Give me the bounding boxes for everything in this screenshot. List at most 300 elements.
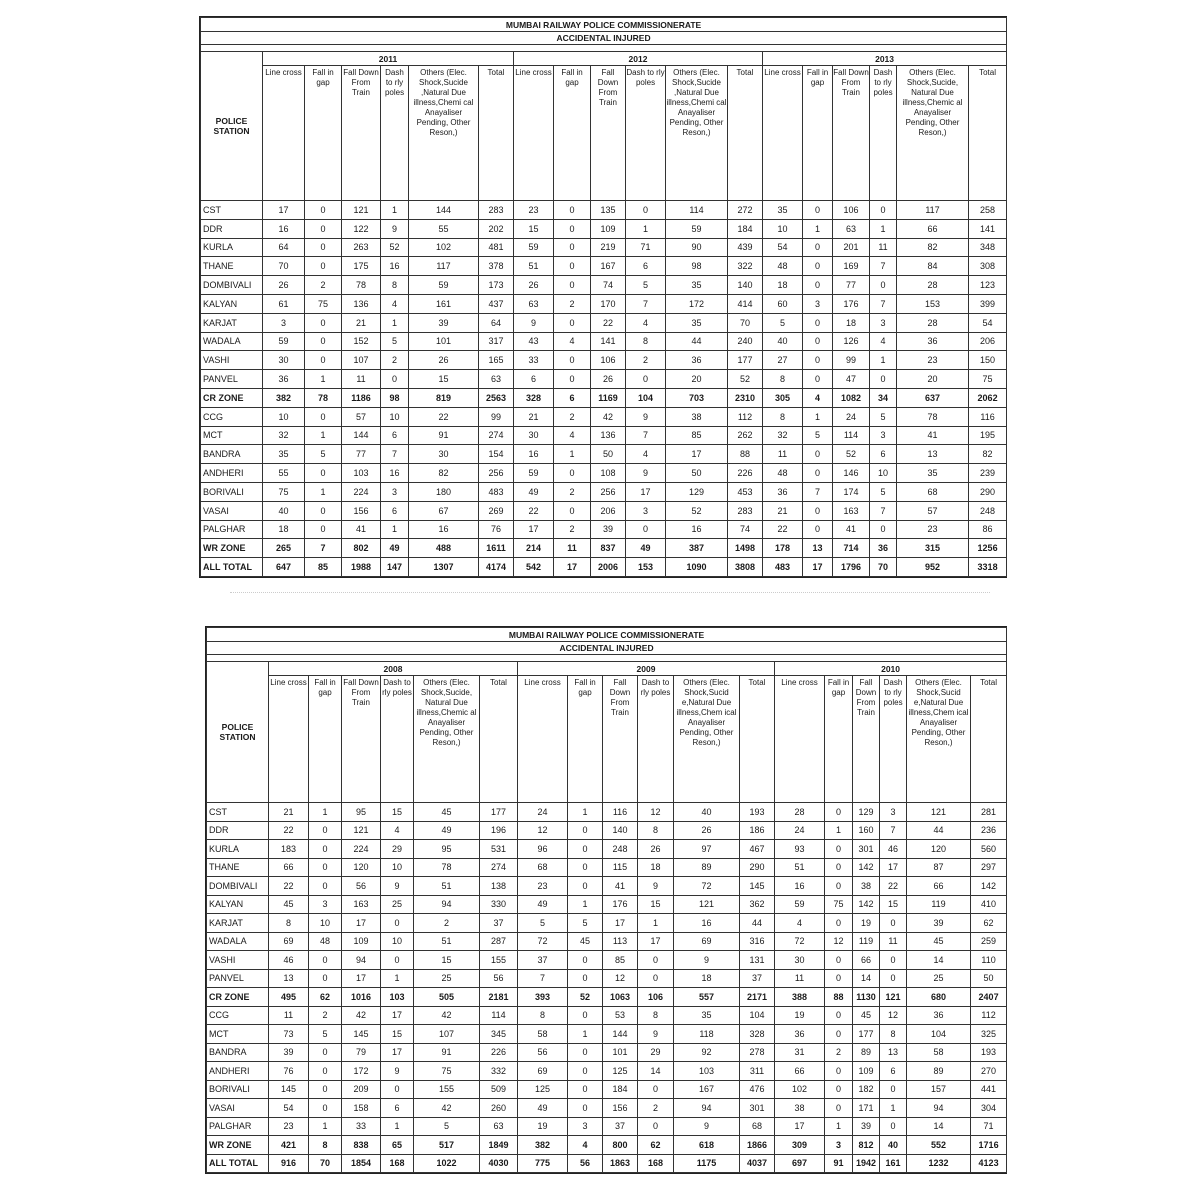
value-cell: 54 bbox=[269, 1099, 309, 1118]
value-cell: 1796 bbox=[833, 558, 870, 577]
value-cell: 37 bbox=[603, 1117, 638, 1136]
station-row bbox=[201, 257, 1007, 276]
value-cell: 348 bbox=[969, 238, 1007, 257]
value-cell: 224 bbox=[342, 840, 381, 859]
value-cell: 13 bbox=[897, 445, 969, 464]
value-cell: 1942 bbox=[853, 1154, 880, 1173]
value-cell: 214 bbox=[514, 539, 554, 558]
value-cell: 23 bbox=[518, 877, 568, 896]
value-cell: 2407 bbox=[971, 988, 1007, 1007]
value-cell: 42 bbox=[342, 1006, 381, 1025]
value-cell: 0 bbox=[568, 969, 603, 988]
value-cell: 0 bbox=[803, 238, 833, 257]
value-cell: 0 bbox=[309, 877, 342, 896]
station-row bbox=[207, 840, 1007, 859]
value-cell: 16 bbox=[674, 914, 740, 933]
value-cell: 0 bbox=[803, 201, 833, 220]
column-header: Line cross bbox=[763, 66, 803, 201]
column-header: Fall Down From Train bbox=[853, 676, 880, 803]
value-cell: 62 bbox=[638, 1136, 674, 1155]
value-cell: 21 bbox=[342, 313, 381, 332]
column-header: Others (Elec. Shock,Sucid e,Natural Due illness,Chem ical Anayaliser Pending, Other Reson,) bbox=[674, 676, 740, 803]
value-cell: 75 bbox=[969, 370, 1007, 389]
value-cell: 184 bbox=[728, 219, 763, 238]
value-cell: 161 bbox=[409, 294, 479, 313]
value-cell: 68 bbox=[518, 858, 568, 877]
value-cell: 8 bbox=[518, 1006, 568, 1025]
value-cell: 44 bbox=[907, 821, 971, 840]
value-cell: 12 bbox=[880, 1006, 907, 1025]
value-cell: 121 bbox=[342, 821, 381, 840]
value-cell: 328 bbox=[514, 388, 554, 407]
column-header: Total bbox=[969, 66, 1007, 201]
value-cell: 7 bbox=[305, 539, 342, 558]
value-cell: 94 bbox=[907, 1099, 971, 1118]
column-header: Fall in gap bbox=[554, 66, 591, 201]
value-cell: 106 bbox=[833, 201, 870, 220]
value-cell: 8 bbox=[880, 1025, 907, 1044]
table-subtitle: ACCIDENTAL INJURED bbox=[207, 642, 1007, 655]
value-cell: 193 bbox=[971, 1043, 1007, 1062]
value-cell: 26 bbox=[409, 351, 479, 370]
value-cell: 6 bbox=[514, 370, 554, 389]
value-cell: 156 bbox=[342, 501, 381, 520]
value-cell: 44 bbox=[666, 332, 728, 351]
value-cell: 95 bbox=[414, 840, 480, 859]
value-cell: 167 bbox=[674, 1080, 740, 1099]
value-cell: 3 bbox=[263, 313, 305, 332]
value-cell: 70 bbox=[263, 257, 305, 276]
value-cell: 1130 bbox=[853, 988, 880, 1007]
column-header: Line cross bbox=[518, 676, 568, 803]
value-cell: 1 bbox=[626, 219, 666, 238]
value-cell: 76 bbox=[269, 1062, 309, 1081]
value-cell: 169 bbox=[833, 257, 870, 276]
value-cell: 301 bbox=[740, 1099, 775, 1118]
value-cell: 16 bbox=[263, 219, 305, 238]
value-cell: 0 bbox=[803, 464, 833, 483]
value-cell: 1 bbox=[554, 445, 591, 464]
value-cell: 308 bbox=[969, 257, 1007, 276]
value-cell: 66 bbox=[897, 219, 969, 238]
value-cell: 1 bbox=[870, 219, 897, 238]
value-cell: 2171 bbox=[740, 988, 775, 1007]
value-cell: 114 bbox=[666, 201, 728, 220]
value-cell: 36 bbox=[897, 332, 969, 351]
value-cell: 0 bbox=[803, 276, 833, 295]
value-cell: 17 bbox=[626, 482, 666, 501]
value-cell: 3 bbox=[825, 1136, 853, 1155]
column-header: Fall in gap bbox=[309, 676, 342, 803]
station-row bbox=[201, 219, 1007, 238]
value-cell: 441 bbox=[971, 1080, 1007, 1099]
station-row bbox=[207, 1043, 1007, 1062]
value-cell: 0 bbox=[803, 370, 833, 389]
value-cell: 59 bbox=[409, 276, 479, 295]
value-cell: 0 bbox=[554, 257, 591, 276]
value-cell: 35 bbox=[674, 1006, 740, 1025]
value-cell: 140 bbox=[603, 821, 638, 840]
value-cell: 467 bbox=[740, 840, 775, 859]
value-cell: 28 bbox=[775, 803, 825, 822]
value-cell: 56 bbox=[518, 1043, 568, 1062]
value-cell: 4 bbox=[381, 821, 414, 840]
value-cell: 325 bbox=[971, 1025, 1007, 1044]
value-cell: 3 bbox=[568, 1117, 603, 1136]
value-cell: 53 bbox=[603, 1006, 638, 1025]
value-cell: 5 bbox=[870, 407, 897, 426]
value-cell: 40 bbox=[263, 501, 305, 520]
value-cell: 297 bbox=[971, 858, 1007, 877]
value-cell: 0 bbox=[638, 951, 674, 970]
value-cell: 50 bbox=[971, 969, 1007, 988]
value-cell: 2 bbox=[554, 407, 591, 426]
value-cell: 8 bbox=[309, 1136, 342, 1155]
value-cell: 10 bbox=[309, 914, 342, 933]
injured-table-2008-2010 bbox=[205, 626, 1007, 1174]
value-cell: 32 bbox=[263, 426, 305, 445]
value-cell: 618 bbox=[674, 1136, 740, 1155]
value-cell: 35 bbox=[897, 464, 969, 483]
value-cell: 328 bbox=[740, 1025, 775, 1044]
value-cell: 4 bbox=[381, 294, 409, 313]
value-cell: 15 bbox=[514, 219, 554, 238]
station-row bbox=[207, 914, 1007, 933]
value-cell: 0 bbox=[825, 951, 853, 970]
value-cell: 121 bbox=[907, 803, 971, 822]
station-name: DOMBIVALI bbox=[201, 276, 263, 295]
value-cell: 22 bbox=[591, 313, 626, 332]
value-cell: 0 bbox=[309, 1043, 342, 1062]
value-cell: 1 bbox=[803, 219, 833, 238]
value-cell: 0 bbox=[568, 877, 603, 896]
value-cell: 121 bbox=[342, 201, 381, 220]
year-header: 2010 bbox=[775, 662, 1007, 676]
value-cell: 177 bbox=[480, 803, 518, 822]
value-cell: 120 bbox=[907, 840, 971, 859]
value-cell: 89 bbox=[853, 1043, 880, 1062]
column-header: Fall in gap bbox=[825, 676, 853, 803]
value-cell: 17 bbox=[803, 558, 833, 577]
value-cell: 141 bbox=[969, 219, 1007, 238]
value-cell: 40 bbox=[880, 1136, 907, 1155]
value-cell: 18 bbox=[763, 276, 803, 295]
value-cell: 0 bbox=[305, 257, 342, 276]
column-header: Dash to rly poles bbox=[870, 66, 897, 201]
value-cell: 0 bbox=[825, 1099, 853, 1118]
value-cell: 168 bbox=[638, 1154, 674, 1173]
value-cell: 102 bbox=[409, 238, 479, 257]
value-cell: 73 bbox=[269, 1025, 309, 1044]
value-cell: 116 bbox=[969, 407, 1007, 426]
value-cell: 2062 bbox=[969, 388, 1007, 407]
value-cell: 283 bbox=[479, 201, 514, 220]
station-name: DDR bbox=[201, 219, 263, 238]
value-cell: 45 bbox=[853, 1006, 880, 1025]
value-cell: 85 bbox=[305, 558, 342, 577]
value-cell: 5 bbox=[763, 313, 803, 332]
value-cell: 40 bbox=[674, 803, 740, 822]
value-cell: 99 bbox=[479, 407, 514, 426]
value-cell: 178 bbox=[763, 539, 803, 558]
value-cell: 48 bbox=[309, 932, 342, 951]
station-name: KURLA bbox=[201, 238, 263, 257]
value-cell: 125 bbox=[518, 1080, 568, 1099]
value-cell: 108 bbox=[591, 464, 626, 483]
value-cell: 819 bbox=[409, 388, 479, 407]
value-cell: 1 bbox=[638, 914, 674, 933]
value-cell: 309 bbox=[775, 1136, 825, 1155]
value-cell: 155 bbox=[414, 1080, 480, 1099]
value-cell: 0 bbox=[305, 238, 342, 257]
value-cell: 129 bbox=[666, 482, 728, 501]
value-cell: 393 bbox=[518, 988, 568, 1007]
value-cell: 160 bbox=[853, 821, 880, 840]
station-name: CCG bbox=[207, 1006, 269, 1025]
value-cell: 3 bbox=[870, 426, 897, 445]
station-name: CST bbox=[201, 201, 263, 220]
value-cell: 7 bbox=[870, 501, 897, 520]
value-cell: 70 bbox=[728, 313, 763, 332]
value-cell: 78 bbox=[305, 388, 342, 407]
column-header: Total bbox=[480, 676, 518, 803]
value-cell: 4030 bbox=[480, 1154, 518, 1173]
value-cell: 91 bbox=[825, 1154, 853, 1173]
value-cell: 59 bbox=[263, 332, 305, 351]
value-cell: 18 bbox=[638, 858, 674, 877]
value-cell: 7 bbox=[381, 445, 409, 464]
value-cell: 94 bbox=[414, 895, 480, 914]
value-cell: 17 bbox=[381, 1043, 414, 1062]
station-row bbox=[201, 294, 1007, 313]
police-station-header: POLICE STATION bbox=[207, 662, 269, 803]
value-cell: 113 bbox=[603, 932, 638, 951]
value-cell: 1 bbox=[880, 1099, 907, 1118]
value-cell: 21 bbox=[514, 407, 554, 426]
value-cell: 202 bbox=[479, 219, 514, 238]
station-name: PALGHAR bbox=[207, 1117, 269, 1136]
value-cell: 11 bbox=[870, 238, 897, 257]
station-name: DOMBIVALI bbox=[207, 877, 269, 896]
station-name: ANDHERI bbox=[201, 464, 263, 483]
value-cell: 10 bbox=[381, 858, 414, 877]
value-cell: 114 bbox=[480, 1006, 518, 1025]
value-cell: 1 bbox=[381, 1117, 414, 1136]
value-cell: 305 bbox=[763, 388, 803, 407]
value-cell: 0 bbox=[870, 201, 897, 220]
value-cell: 0 bbox=[568, 1062, 603, 1081]
value-cell: 2 bbox=[638, 1099, 674, 1118]
value-cell: 23 bbox=[897, 351, 969, 370]
value-cell: 5 bbox=[309, 1025, 342, 1044]
value-cell: 0 bbox=[381, 370, 409, 389]
value-cell: 2 bbox=[414, 914, 480, 933]
value-cell: 9 bbox=[674, 1117, 740, 1136]
value-cell: 65 bbox=[381, 1136, 414, 1155]
value-cell: 86 bbox=[969, 520, 1007, 539]
value-cell: 1 bbox=[309, 1117, 342, 1136]
value-cell: 17 bbox=[775, 1117, 825, 1136]
value-cell: 800 bbox=[603, 1136, 638, 1155]
value-cell: 22 bbox=[409, 407, 479, 426]
value-cell: 1232 bbox=[907, 1154, 971, 1173]
value-cell: 163 bbox=[342, 895, 381, 914]
value-cell: 5 bbox=[870, 482, 897, 501]
value-cell: 5 bbox=[568, 914, 603, 933]
value-cell: 129 bbox=[853, 803, 880, 822]
value-cell: 136 bbox=[591, 426, 626, 445]
value-cell: 9 bbox=[626, 464, 666, 483]
value-cell: 102 bbox=[775, 1080, 825, 1099]
value-cell: 17 bbox=[342, 914, 381, 933]
value-cell: 69 bbox=[518, 1062, 568, 1081]
value-cell: 495 bbox=[269, 988, 309, 1007]
value-cell: 9 bbox=[514, 313, 554, 332]
value-cell: 36 bbox=[763, 482, 803, 501]
value-cell: 7 bbox=[803, 482, 833, 501]
value-cell: 121 bbox=[674, 895, 740, 914]
value-cell: 703 bbox=[666, 388, 728, 407]
value-cell: 107 bbox=[342, 351, 381, 370]
value-cell: 91 bbox=[409, 426, 479, 445]
value-cell: 46 bbox=[269, 951, 309, 970]
value-cell: 22 bbox=[514, 501, 554, 520]
value-cell: 2 bbox=[554, 482, 591, 501]
value-cell: 26 bbox=[674, 821, 740, 840]
value-cell: 256 bbox=[479, 464, 514, 483]
value-cell: 1 bbox=[803, 407, 833, 426]
value-cell: 1 bbox=[825, 1117, 853, 1136]
value-cell: 43 bbox=[514, 332, 554, 351]
value-cell: 49 bbox=[381, 539, 409, 558]
value-cell: 3 bbox=[870, 313, 897, 332]
value-cell: 2 bbox=[305, 276, 342, 295]
value-cell: 54 bbox=[763, 238, 803, 257]
value-cell: 150 bbox=[969, 351, 1007, 370]
value-cell: 109 bbox=[853, 1062, 880, 1081]
value-cell: 7 bbox=[518, 969, 568, 988]
value-cell: 256 bbox=[591, 482, 626, 501]
value-cell: 98 bbox=[666, 257, 728, 276]
value-cell: 21 bbox=[269, 803, 309, 822]
value-cell: 3 bbox=[803, 294, 833, 313]
value-cell: 51 bbox=[514, 257, 554, 276]
value-cell: 51 bbox=[414, 877, 480, 896]
value-cell: 0 bbox=[568, 858, 603, 877]
value-cell: 304 bbox=[971, 1099, 1007, 1118]
value-cell: 262 bbox=[728, 426, 763, 445]
value-cell: 378 bbox=[479, 257, 514, 276]
value-cell: 6 bbox=[381, 426, 409, 445]
value-cell: 0 bbox=[626, 201, 666, 220]
value-cell: 12 bbox=[603, 969, 638, 988]
value-cell: 14 bbox=[853, 969, 880, 988]
value-cell: 0 bbox=[880, 1080, 907, 1099]
value-cell: 11 bbox=[763, 445, 803, 464]
value-cell: 35 bbox=[763, 201, 803, 220]
station-row bbox=[201, 351, 1007, 370]
value-cell: 42 bbox=[591, 407, 626, 426]
station-row bbox=[207, 1080, 1007, 1099]
year-header: 2009 bbox=[518, 662, 775, 676]
station-name: VASHI bbox=[207, 951, 269, 970]
value-cell: 62 bbox=[971, 914, 1007, 933]
value-cell: 75 bbox=[414, 1062, 480, 1081]
value-cell: 99 bbox=[833, 351, 870, 370]
value-cell: 37 bbox=[740, 969, 775, 988]
value-cell: 126 bbox=[833, 332, 870, 351]
value-cell: 5 bbox=[626, 276, 666, 295]
value-cell: 85 bbox=[666, 426, 728, 445]
value-cell: 7 bbox=[870, 257, 897, 276]
value-cell: 0 bbox=[305, 501, 342, 520]
value-cell: 226 bbox=[480, 1043, 518, 1062]
column-header: Others (Elec. Shock,Sucide, Natural Due illness,Chemic al Anayaliser Pending, Other Reson,) bbox=[897, 66, 969, 201]
scan-divider bbox=[230, 592, 990, 594]
value-cell: 74 bbox=[591, 276, 626, 295]
value-cell: 260 bbox=[480, 1099, 518, 1118]
value-cell: 22 bbox=[269, 877, 309, 896]
value-cell: 287 bbox=[480, 932, 518, 951]
table-title: MUMBAI RAILWAY POLICE COMMISSIONERATE bbox=[207, 628, 1007, 642]
value-cell: 8 bbox=[626, 332, 666, 351]
value-cell: 239 bbox=[969, 464, 1007, 483]
value-cell: 67 bbox=[409, 501, 479, 520]
value-cell: 1 bbox=[305, 482, 342, 501]
data-table bbox=[206, 627, 1007, 1173]
value-cell: 17 bbox=[666, 445, 728, 464]
value-cell: 0 bbox=[870, 276, 897, 295]
station-row bbox=[201, 407, 1007, 426]
value-cell: 174 bbox=[833, 482, 870, 501]
value-cell: 17 bbox=[514, 520, 554, 539]
value-cell: 16 bbox=[775, 877, 825, 896]
value-cell: 82 bbox=[897, 238, 969, 257]
value-cell: 77 bbox=[342, 445, 381, 464]
value-cell: 57 bbox=[897, 501, 969, 520]
station-name: PANVEL bbox=[207, 969, 269, 988]
value-cell: 104 bbox=[626, 388, 666, 407]
station-name: ALL TOTAL bbox=[201, 558, 263, 577]
value-cell: 66 bbox=[269, 858, 309, 877]
value-cell: 421 bbox=[269, 1136, 309, 1155]
station-row bbox=[207, 951, 1007, 970]
value-cell: 0 bbox=[305, 313, 342, 332]
value-cell: 45 bbox=[414, 803, 480, 822]
value-cell: 1169 bbox=[591, 388, 626, 407]
value-cell: 48 bbox=[763, 257, 803, 276]
value-cell: 812 bbox=[853, 1136, 880, 1155]
value-cell: 9 bbox=[381, 219, 409, 238]
value-cell: 1849 bbox=[480, 1136, 518, 1155]
value-cell: 104 bbox=[740, 1006, 775, 1025]
value-cell: 647 bbox=[263, 558, 305, 577]
station-name: CR ZONE bbox=[207, 988, 269, 1007]
value-cell: 66 bbox=[775, 1062, 825, 1081]
value-cell: 183 bbox=[269, 840, 309, 859]
value-cell: 35 bbox=[263, 445, 305, 464]
value-cell: 269 bbox=[479, 501, 514, 520]
value-cell: 4123 bbox=[971, 1154, 1007, 1173]
value-cell: 94 bbox=[342, 951, 381, 970]
value-cell: 78 bbox=[414, 858, 480, 877]
station-name: KARJAT bbox=[207, 914, 269, 933]
value-cell: 5 bbox=[518, 914, 568, 933]
value-cell: 87 bbox=[907, 858, 971, 877]
value-cell: 42 bbox=[414, 1006, 480, 1025]
value-cell: 153 bbox=[897, 294, 969, 313]
value-cell: 0 bbox=[568, 1099, 603, 1118]
